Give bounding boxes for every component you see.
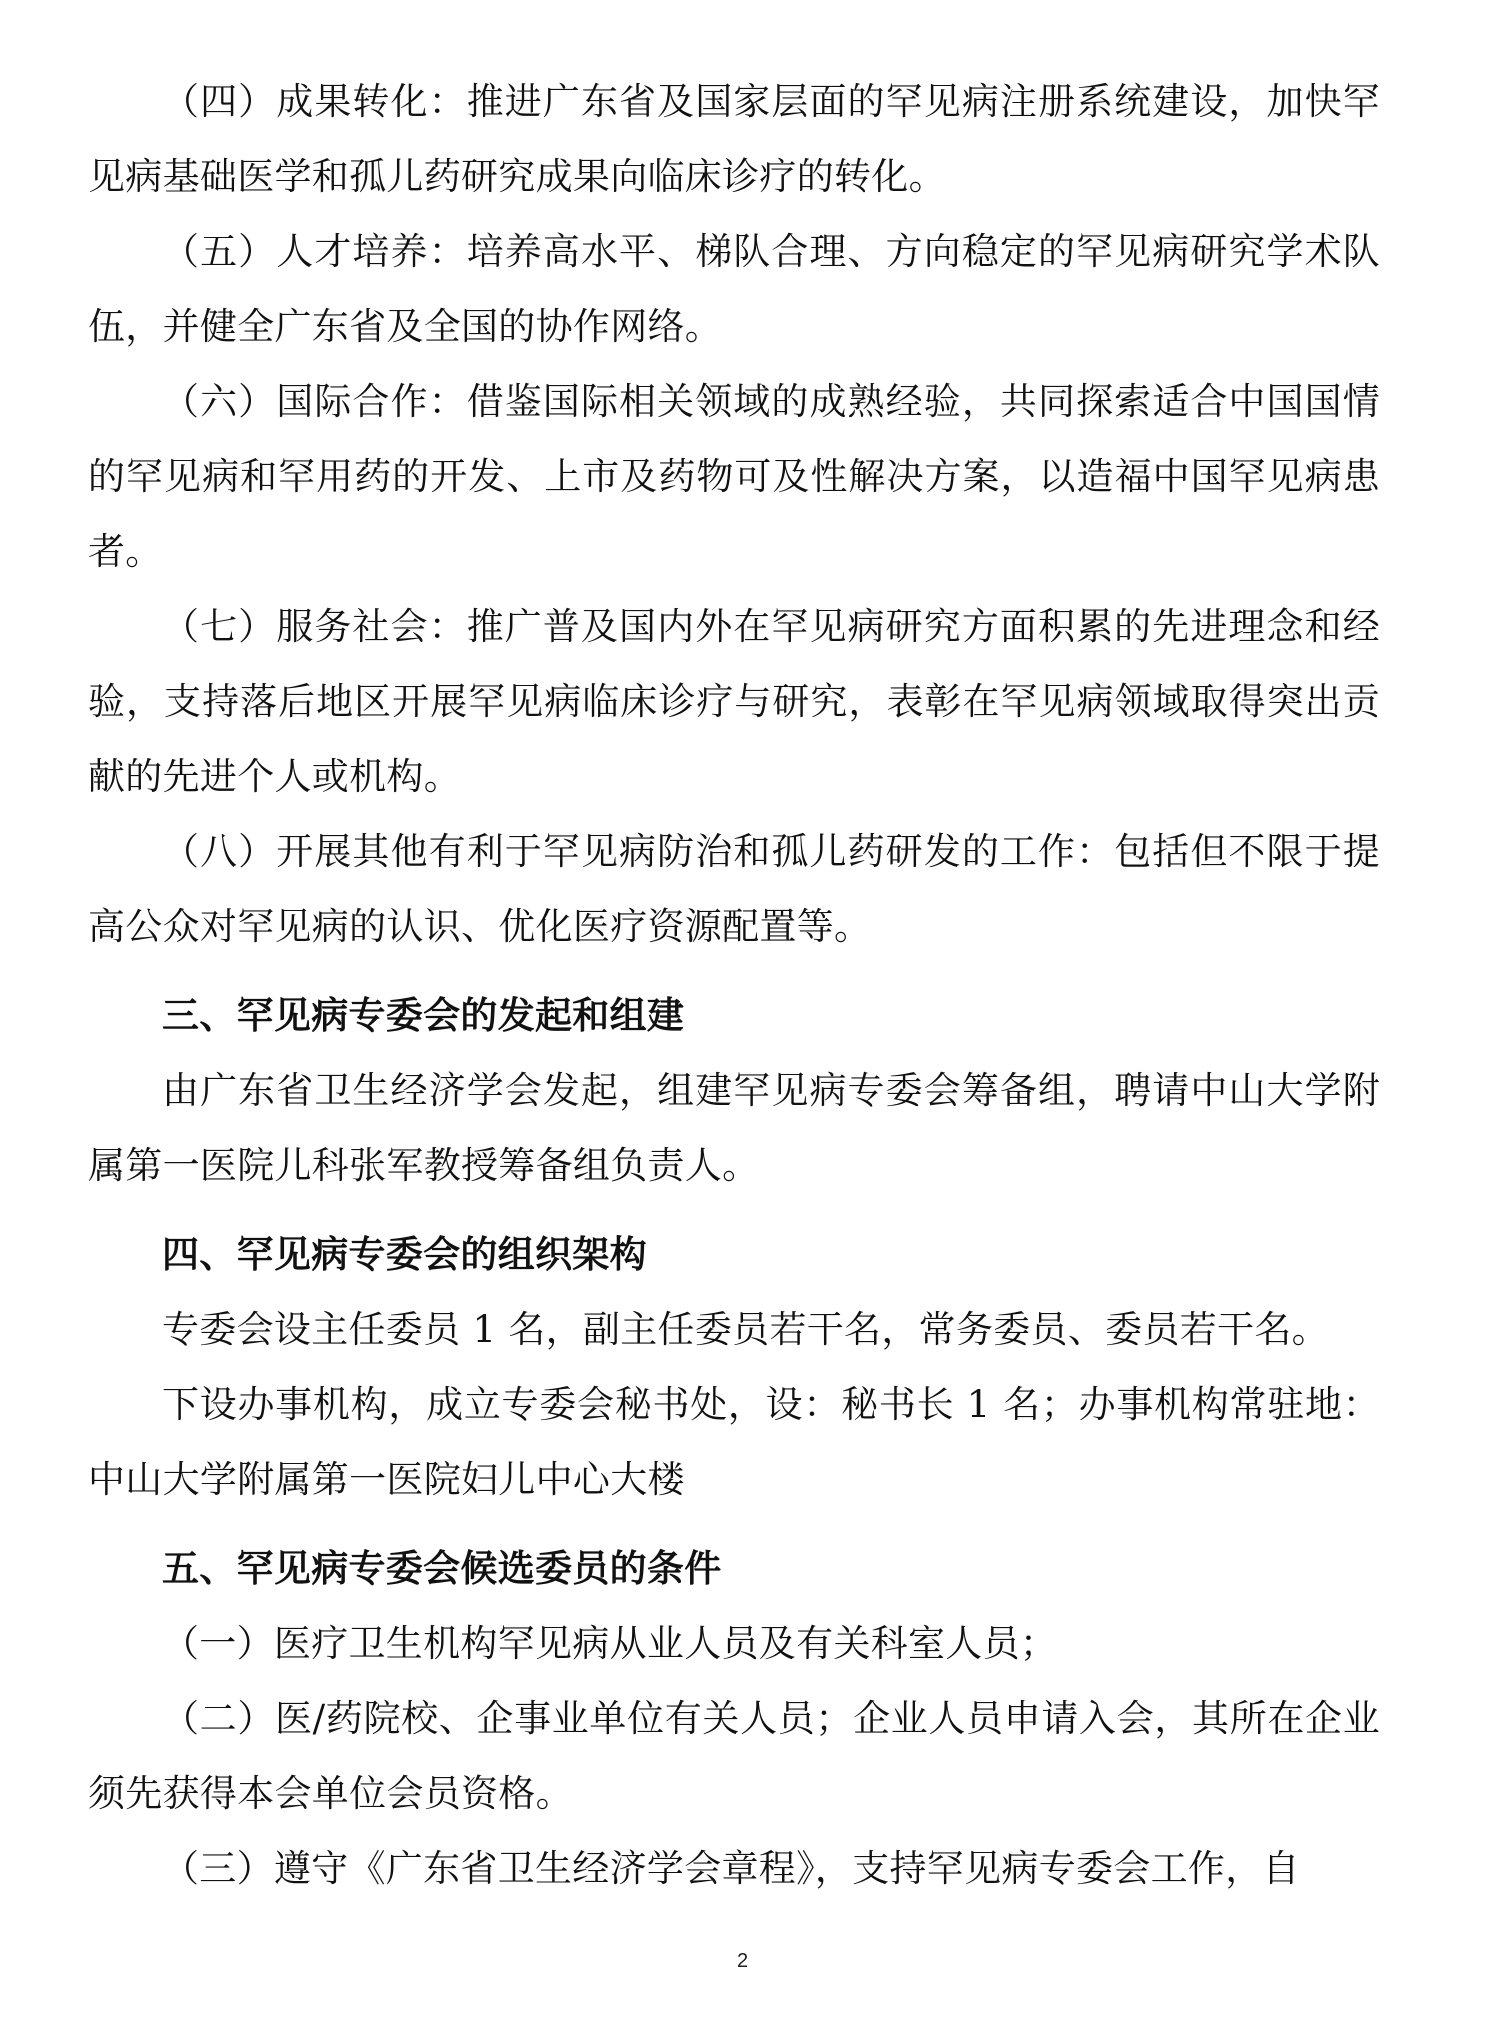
- section-5-heading: 五、罕见病专委会候选委员的条件: [162, 1546, 722, 1590]
- section-4-body-members: 专委会设主任委员 1 名，副主任委员若干名，常务委员、委员若干名。: [162, 1308, 1329, 1351]
- item-7-social-service: （七）服务社会：推广普及国内外在罕见病研究方面积累的先进理念和经验，支持落后地区开展罕见病临床诊疗与研究，表彰在罕见病领域取得突出贡献的先进个人或机构。: [88, 605, 1380, 798]
- item-5-talent-training: （五）人才培养：培养高水平、梯队合理、方向稳定的罕见病研究学术队伍，并健全广东省及全国的协作网络。: [88, 230, 1380, 348]
- document-body: [88, 64, 1380, 1906]
- section-3-heading: 三、罕见病专委会的发起和组建: [162, 993, 685, 1037]
- section-4-body-office: 下设办事机构，成立专委会秘书处，设：秘书长 1 名；办事机构常驻地：中山大学附属第一医院妇儿中心大楼: [88, 1383, 1380, 1501]
- condition-2: （二）医/药院校、企事业单位有关人员；企业人员申请入会，其所在企业须先获得本会单位会员资格。: [88, 1697, 1380, 1815]
- section-4-heading: 四、罕见病专委会的组织架构: [162, 1232, 647, 1276]
- condition-3: （三）遵守《广东省卫生经济学会章程》，支持罕见病专委会工作，自: [162, 1847, 1300, 1890]
- item-6-international-cooperation: （六）国际合作：借鉴国际相关领域的成熟经验，共同探索适合中国国情的罕见病和罕用药的开发、上市及药物可及性解决方案，以造福中国罕见病患者。: [88, 380, 1380, 573]
- page-number: 2: [736, 1950, 749, 1972]
- item-8-other-work: （八）开展其他有利于罕见病防治和孤儿药研发的工作：包括但不限于提高公众对罕见病的认识、优化医疗资源配置等。: [88, 830, 1380, 948]
- section-3-body: 由广东省卫生经济学会发起，组建罕见病专委会筹备组，聘请中山大学附属第一医院儿科张军教授筹备组负责人。: [88, 1069, 1380, 1187]
- item-4-achievement-transfer: （四）成果转化：推进广东省及国家层面的罕见病注册系统建设，加快罕见病基础医学和孤儿药研究成果向临床诊疗的转化。: [88, 80, 1380, 198]
- condition-1: （一）医疗卫生机构罕见病从业人员及有关科室人员；: [162, 1622, 1058, 1665]
